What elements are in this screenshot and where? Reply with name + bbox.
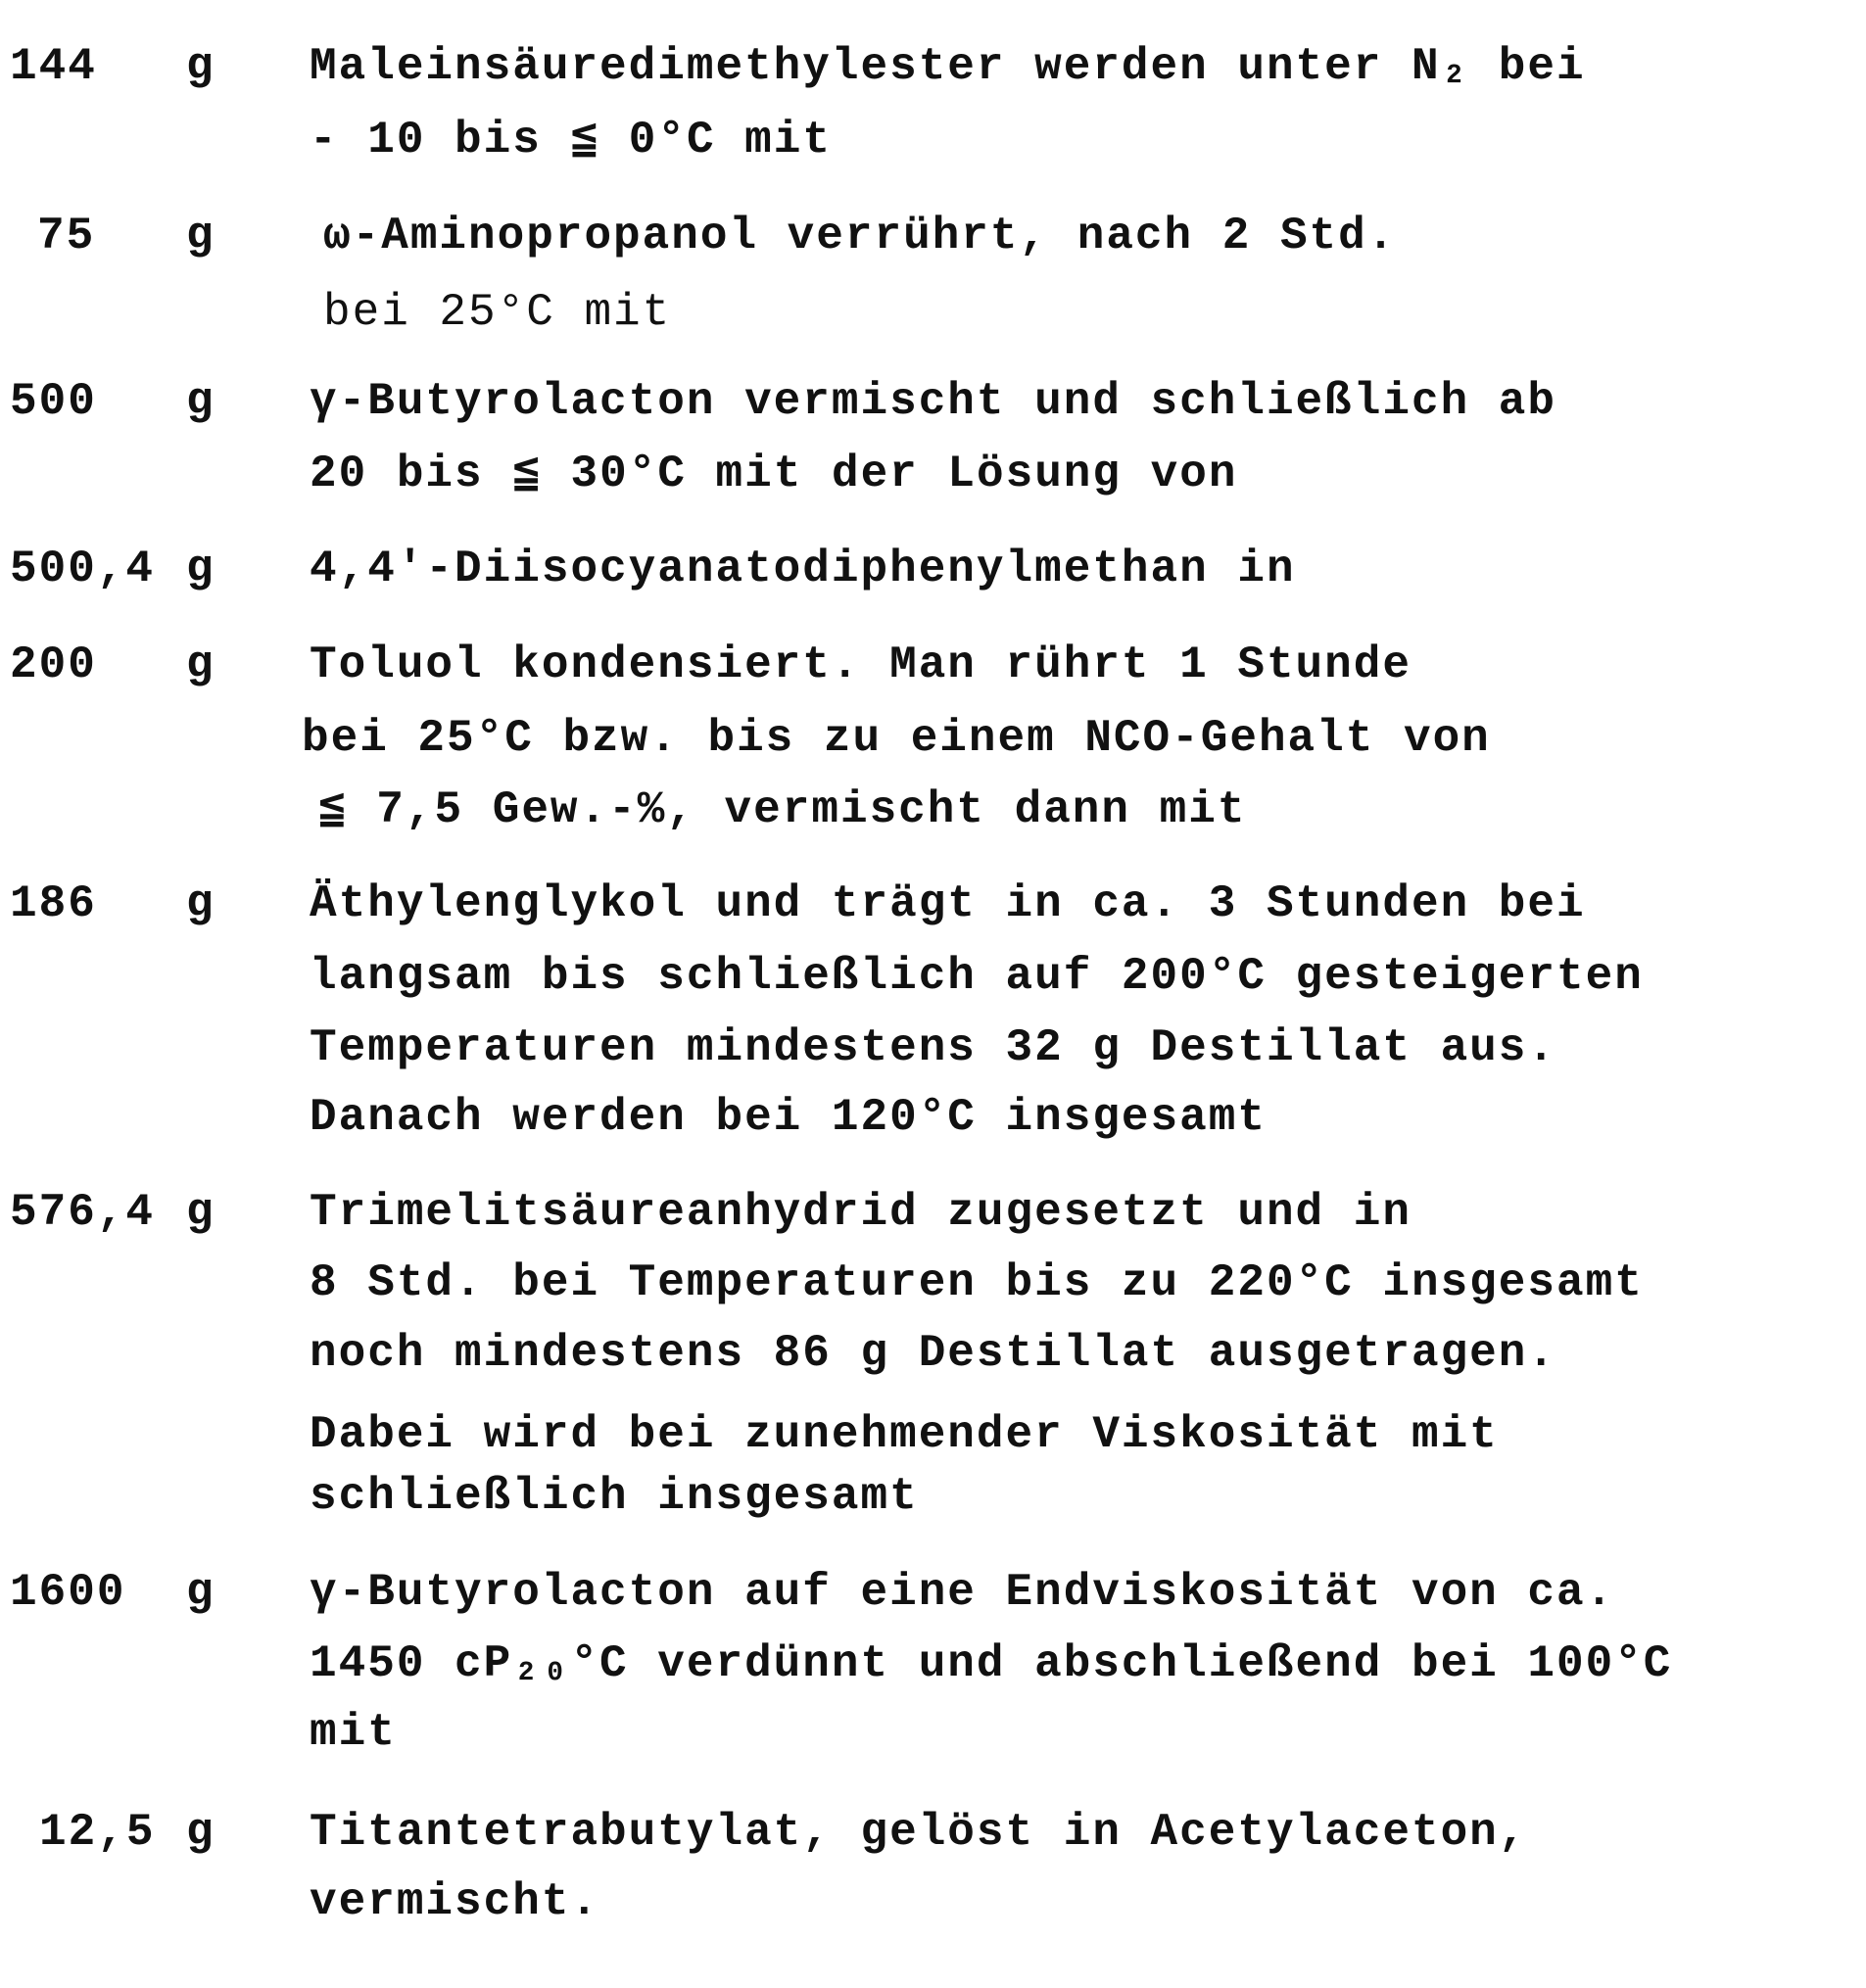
text-line: Danach werden bei 120°C insgesamt	[310, 1088, 1267, 1147]
text-line: Titantetrabutylat, gelöst in Acetylaceton,	[310, 1803, 1527, 1862]
text-line: mit	[310, 1703, 397, 1762]
text-line: ω-Aminopropanol verrührt, nach 2 Std.	[323, 207, 1396, 265]
text-line: langsam bis schließlich auf 200°C gesteigerten	[310, 947, 1644, 1006]
text-line: γ-Butyrolacton auf eine Endviskosität von ca.	[310, 1563, 1614, 1622]
text-line: vermischt.	[310, 1872, 599, 1931]
text-line: bei 25°C mit	[323, 283, 671, 342]
text-line: Trimelitsäureanhydrid zugesetzt und in	[310, 1183, 1411, 1242]
unit: g	[186, 875, 215, 933]
unit: g	[186, 636, 215, 694]
quantity: 1600	[10, 1563, 125, 1622]
text-line: Äthylenglykol und trägt in ca. 3 Stunden bei	[310, 875, 1586, 933]
unit: g	[186, 1563, 215, 1622]
unit: g	[186, 540, 215, 598]
unit: g	[186, 372, 215, 431]
text-line: Toluol kondensiert. Man rührt 1 Stunde	[310, 636, 1411, 694]
unit: g	[186, 207, 215, 265]
quantity: 500,4	[10, 540, 155, 598]
quantity: 576,4	[10, 1183, 155, 1242]
quantity: 75	[37, 207, 95, 265]
text-line: Maleinsäuredimethylester werden unter N₂ bei	[310, 37, 1586, 96]
text-line: - 10 bis ≦ 0°C mit	[310, 111, 832, 169]
quantity: 186	[10, 875, 97, 933]
quantity: 144	[10, 37, 97, 96]
quantity: 12,5	[39, 1803, 155, 1862]
unit: g	[186, 1183, 215, 1242]
text-line: schließlich insgesamt	[310, 1467, 919, 1526]
text-line: 8 Std. bei Temperaturen bis zu 220°C insgesamt	[310, 1254, 1644, 1312]
text-line: γ-Butyrolacton vermischt und schließlich ab	[310, 372, 1556, 431]
text-line: 20 bis ≦ 30°C mit der Lösung von	[310, 445, 1237, 503]
text-line: 4,4'-Diisocyanatodiphenylmethan in	[310, 540, 1296, 598]
text-line: 1450 cP₂₀°C verdünnt und abschließend bei 100°C	[310, 1634, 1672, 1693]
text-line: Dabei wird bei zunehmender Viskosität mit	[310, 1405, 1499, 1464]
unit: g	[186, 37, 215, 96]
text-line: ≦ 7,5 Gew.-%, vermischt dann mit	[318, 781, 1246, 839]
text-line: Temperaturen mindestens 32 g Destillat aus.	[310, 1018, 1556, 1077]
text-line: bei 25°C bzw. bis zu einem NCO-Gehalt von	[302, 709, 1491, 768]
unit: g	[186, 1803, 215, 1862]
quantity: 200	[10, 636, 97, 694]
quantity: 500	[10, 372, 97, 431]
text-line: noch mindestens 86 g Destillat ausgetragen.	[310, 1324, 1556, 1383]
